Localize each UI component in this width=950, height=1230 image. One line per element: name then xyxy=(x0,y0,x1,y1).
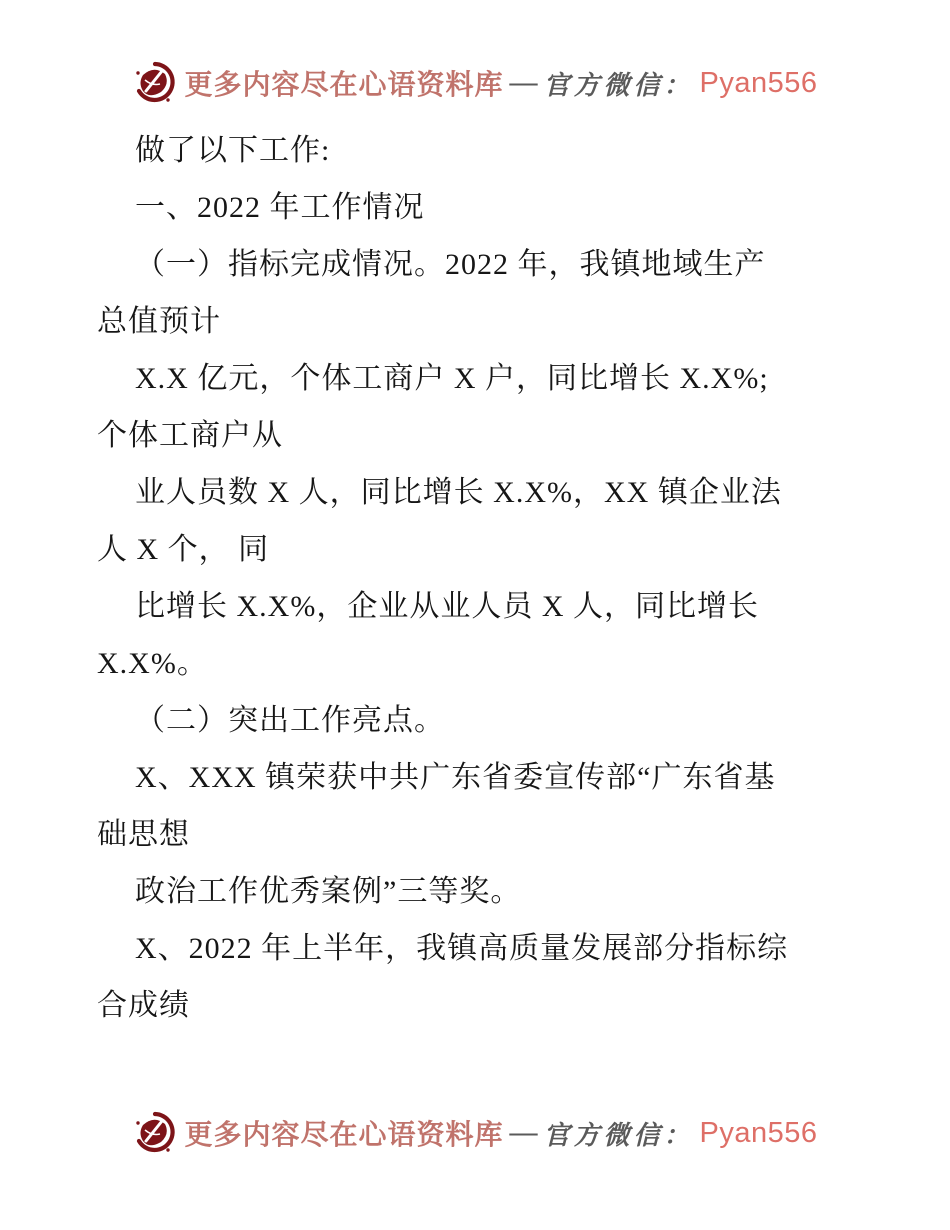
wechat-label: 官方微信： xyxy=(543,70,694,100)
text-line: 业人员数 X 人，同比增长 X.X%，XX 镇企业法 xyxy=(135,476,782,509)
dash-separator: — xyxy=(509,67,538,98)
text-line: 个体工商户从 xyxy=(97,419,283,452)
text-line: 一、2022 年工作情况 xyxy=(135,191,425,224)
brand-logo-icon xyxy=(132,1110,176,1156)
wechat-id: Pyan556 xyxy=(699,1116,818,1149)
text-line: 政治工作优秀案例”三等奖。 xyxy=(135,875,522,908)
text-line: 做了以下工作: xyxy=(135,134,331,167)
text-line: X.X 亿元，个体工商户 X 户，同比增长 X.X%; xyxy=(135,362,769,395)
text-line: X、XXX 镇荣获中共广东省委宣传部“广东省基 xyxy=(135,761,776,794)
brand-text: 更多内容尽在心语资料库 xyxy=(184,1120,504,1151)
text-line: 总值预计 xyxy=(97,305,221,338)
wechat-label: 官方微信： xyxy=(543,1120,694,1150)
document-body xyxy=(97,122,857,1034)
wechat-id: Pyan556 xyxy=(699,66,818,99)
text-line: X.X%。 xyxy=(97,647,208,680)
text-line: 合成绩 xyxy=(97,989,190,1022)
text-line: 人 X 个， 同 xyxy=(97,533,270,566)
dash-separator: — xyxy=(509,1117,538,1148)
watermark-footer xyxy=(0,1110,950,1156)
text-line: X、2022 年上半年，我镇高质量发展部分指标综 xyxy=(135,932,789,965)
text-line: （一）指标完成情况。2022 年，我镇地域生产 xyxy=(135,248,766,281)
brand-logo-icon xyxy=(132,60,176,106)
text-line: 础思想 xyxy=(97,818,190,851)
text-line: 比增长 X.X%，企业从业人员 X 人，同比增长 xyxy=(135,590,759,623)
brand-text: 更多内容尽在心语资料库 xyxy=(184,70,504,101)
watermark-header xyxy=(0,60,950,106)
text-line: （二）突出工作亮点。 xyxy=(135,704,445,737)
